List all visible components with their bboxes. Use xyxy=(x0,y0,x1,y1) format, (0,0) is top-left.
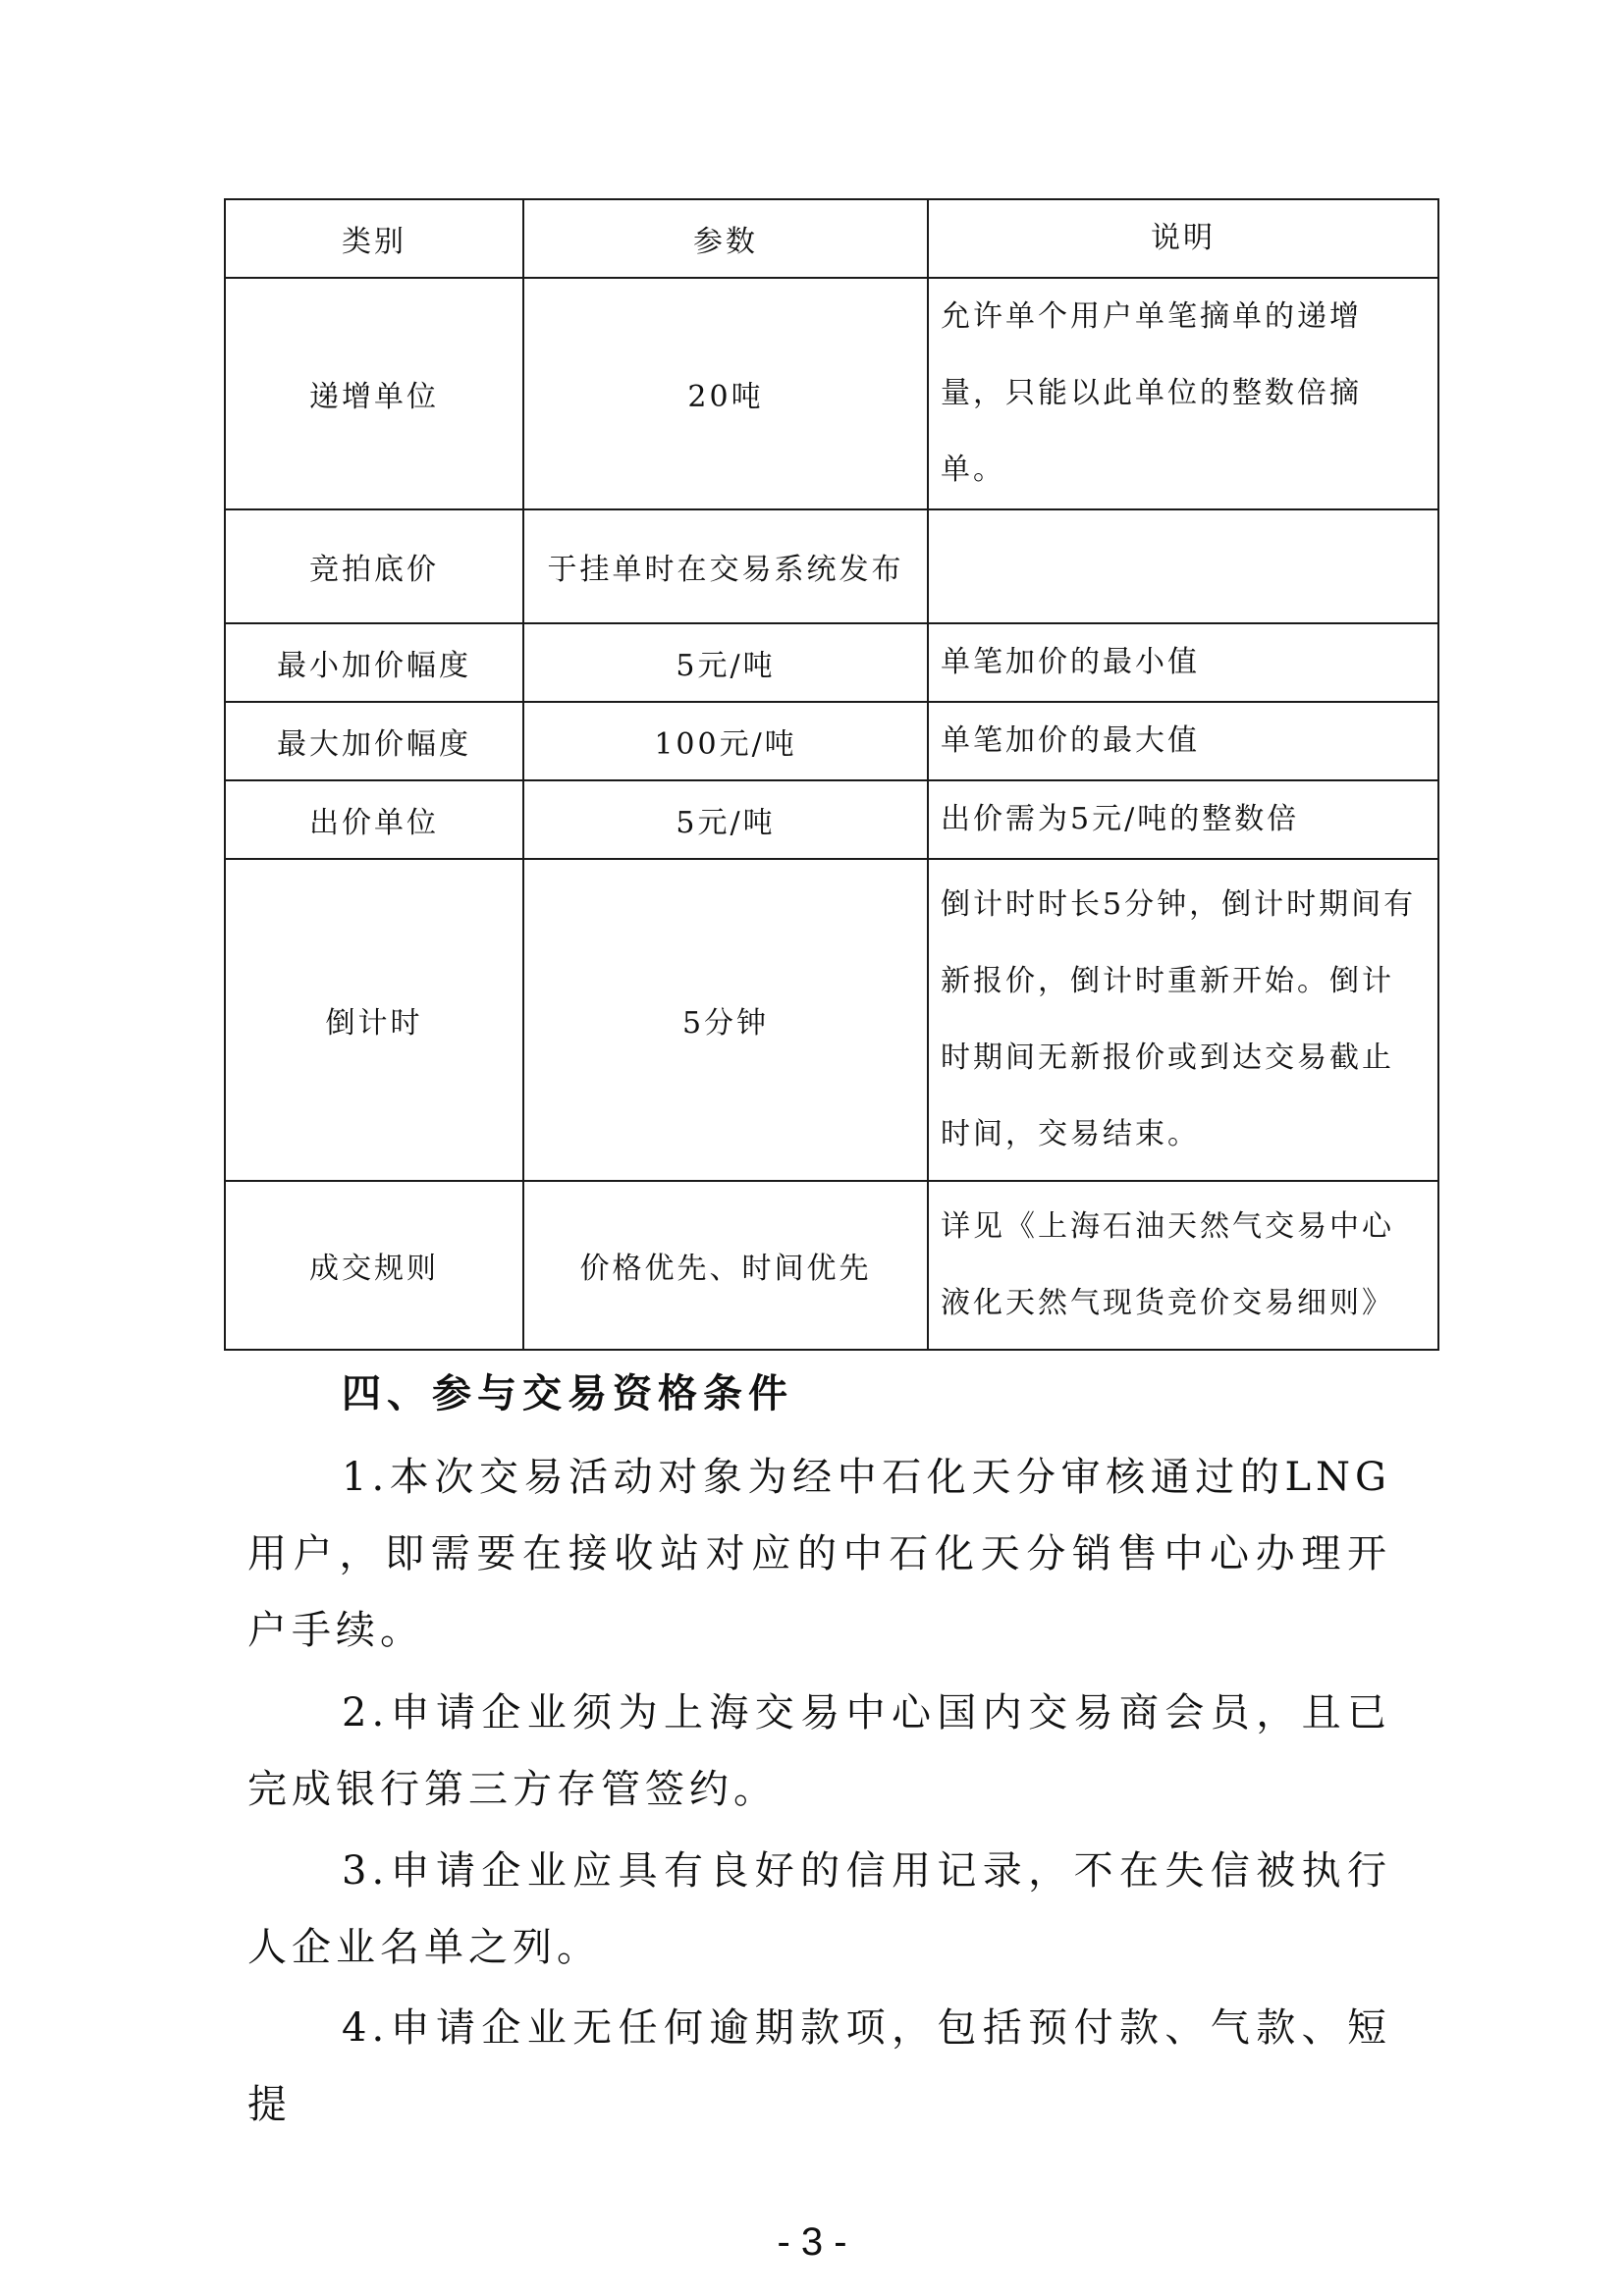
row-category: 最大加价幅度 xyxy=(225,702,523,780)
row-note: 允许单个用户单笔摘单的递增量，只能以此单位的整数倍摘单。 xyxy=(928,278,1438,509)
row-note: 单笔加价的最大值 xyxy=(928,702,1438,780)
row-note: 出价需为5元/吨的整数倍 xyxy=(928,780,1438,859)
row-category: 递增单位 xyxy=(225,278,523,509)
row-param: 5分钟 xyxy=(523,859,928,1181)
table-row xyxy=(225,702,1438,780)
header-note: 说明 xyxy=(928,199,1438,278)
table-row xyxy=(225,623,1438,702)
row-note: 倒计时时长5分钟，倒计时期间有新报价，倒计时重新开始。倒计时期间无新报价或到达交易截止时间，交易结束。 xyxy=(928,859,1438,1181)
table-row xyxy=(225,780,1438,859)
header-category: 类别 xyxy=(225,199,523,278)
parameter-table xyxy=(224,198,1439,1351)
header-parameter: 参数 xyxy=(523,199,928,278)
page-number: - 3 - xyxy=(777,2220,847,2264)
row-param: 20吨 xyxy=(523,278,928,509)
row-category: 最小加价幅度 xyxy=(225,623,523,702)
table-row xyxy=(225,1181,1438,1350)
row-category: 出价单位 xyxy=(225,780,523,859)
row-category: 竞拍底价 xyxy=(225,509,523,623)
row-note: 单笔加价的最小值 xyxy=(928,623,1438,702)
row-note: 详见《上海石油天然气交易中心液化天然气现货竞价交易细则》 xyxy=(928,1181,1438,1350)
row-param: 5元/吨 xyxy=(523,780,928,859)
row-category: 倒计时 xyxy=(225,859,523,1181)
paragraph-4: 4.申请企业无任何逾期款项，包括预付款、气款、短提 xyxy=(247,2005,1391,2127)
row-param: 价格优先、时间优先 xyxy=(523,1181,928,1350)
row-param: 于挂单时在交易系统发布 xyxy=(523,509,928,623)
paragraph-3: 3.申请企业应具有良好的信用记录，不在失信被执行人企业名单之列。 xyxy=(247,1848,1391,1970)
row-param: 100元/吨 xyxy=(523,702,928,780)
paragraph-1: 1.本次交易活动对象为经中石化天分审核通过的LNG用户，即需要在接收站对应的中石化天分销售中心办理开户手续。 xyxy=(247,1455,1391,1653)
table-header-row xyxy=(225,199,1438,278)
table-row xyxy=(225,509,1438,623)
paragraph-2: 2.申请企业须为上海交易中心国内交易商会员，且已完成银行第三方存管签约。 xyxy=(247,1690,1391,1812)
table-row xyxy=(225,278,1438,509)
section-heading: 四、参与交易资格条件 xyxy=(342,1370,793,1416)
row-param: 5元/吨 xyxy=(523,623,928,702)
row-category: 成交规则 xyxy=(225,1181,523,1350)
table-row xyxy=(225,859,1438,1181)
row-note xyxy=(928,509,1438,623)
